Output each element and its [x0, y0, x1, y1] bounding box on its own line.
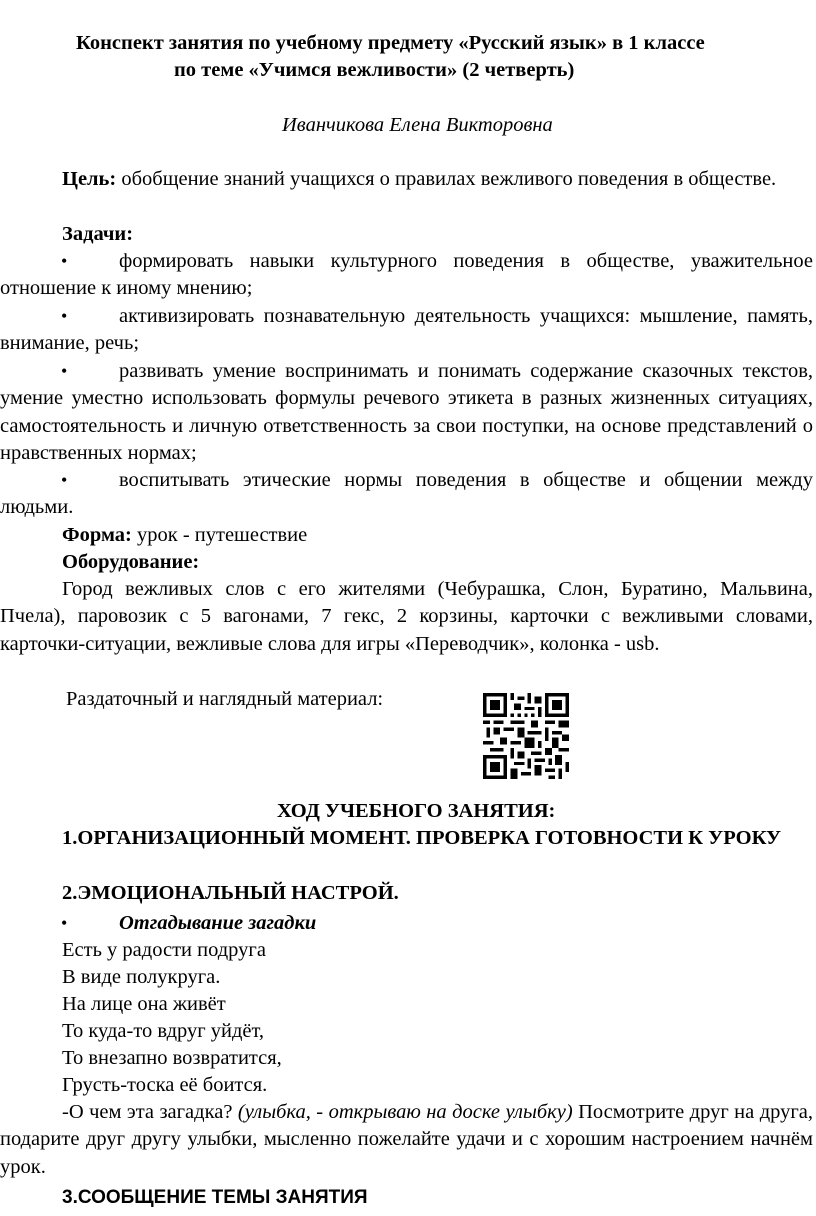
tasks-label: Задачи:: [62, 223, 134, 245]
section-2-heading: 2.ЭМОЦИОНАЛЬНЫЙ НАСТРОЙ.: [62, 882, 399, 904]
riddle-line: То внезапно возвратится,: [62, 1047, 282, 1069]
question-note: (улыбка, - открываю на доске улыбку): [237, 1101, 573, 1123]
goal-paragraph: [0, 166, 813, 193]
task-item: • развивать умение воспринимать и понимать содержание сказочных текстов, умение уместно использовать формулы речевого этикета в разных жизненных ситуациях, самостоятельность и личную ответственность за свои поступки, на основе представлений о нравственных нормах;: [0, 360, 813, 464]
riddle-title: Отгадывание загадки: [119, 912, 317, 934]
bullet-icon: •: [61, 361, 68, 381]
riddle-line: Грусть-тоска её боится.: [62, 1074, 268, 1096]
bullet-icon: •: [61, 913, 68, 933]
equipment-text: Город вежливых слов с его жителями (Чебурашка, Слон, Буратино, Мальвина, Пчела), паровозик с 5 вагонами, 7 гекс, 2 корзины, карточки с вежливыми словами, карточки-ситуации, вежливые слова для игры «Переводчик», колонка - usb.: [0, 578, 813, 655]
riddle-line: На лице она живёт: [62, 993, 226, 1015]
goal-text: обобщение знаний учащихся о правилах вежливого поведения в обществе.: [116, 168, 777, 190]
author-name: Иванчикова Елена Викторовна: [282, 114, 553, 136]
riddle-line: То куда-то вдруг уйдёт,: [62, 1020, 265, 1042]
lesson-heading: ХОД УЧЕБНОГО ЗАНЯТИЯ:: [277, 800, 556, 822]
bullet-icon: •: [61, 470, 68, 490]
question-rest: Посмотрите друг на друга, подарите друг другу улыбки, мысленно пожелайте удачи и с хорошим настроением начнём урок.: [0, 1101, 813, 1178]
bullet-icon: •: [61, 306, 68, 326]
task-item: • воспитывать этические нормы поведения в обществе и общении между людьми.: [0, 469, 813, 519]
qr-code-image: [483, 693, 569, 779]
document-title-line1: Конспект занятия по учебному предмету «Русский язык» в 1 классе: [76, 32, 705, 54]
equipment-label: Оборудование:: [62, 551, 200, 573]
form-label: Форма:: [62, 524, 132, 546]
form-paragraph: [62, 522, 307, 549]
task-item: • активизировать познавательную деятельность учащихся: мышление, память, внимание, речь;: [0, 305, 813, 355]
form-text: урок - путешествие: [131, 524, 308, 546]
riddle-line: Есть у радости подруга: [62, 939, 266, 961]
goal-label: Цель:: [62, 168, 117, 190]
question-text: -О чем эта загадка?: [62, 1101, 238, 1123]
section-1-heading: 1.ОРГАНИЗАЦИОННЫЙ МОМЕНТ. ПРОВЕРКА ГОТОВНОСТИ К УРОКУ: [62, 827, 782, 849]
task-item: • формировать навыки культурного поведения в обществе, уважительное отношение к иному мнению;: [0, 250, 813, 300]
question-paragraph: [0, 1099, 813, 1181]
section-3-heading: 3.СООБЩЕНИЕ ТЕМЫ ЗАНЯТИЯ: [62, 1187, 368, 1208]
bullet-icon: •: [61, 251, 68, 271]
handout-label: Раздаточный и наглядный материал:: [66, 688, 384, 710]
document-title-line2: по теме «Учимся вежливости» (2 четверть): [174, 59, 575, 81]
riddle-line: В виде полукруга.: [62, 966, 221, 988]
